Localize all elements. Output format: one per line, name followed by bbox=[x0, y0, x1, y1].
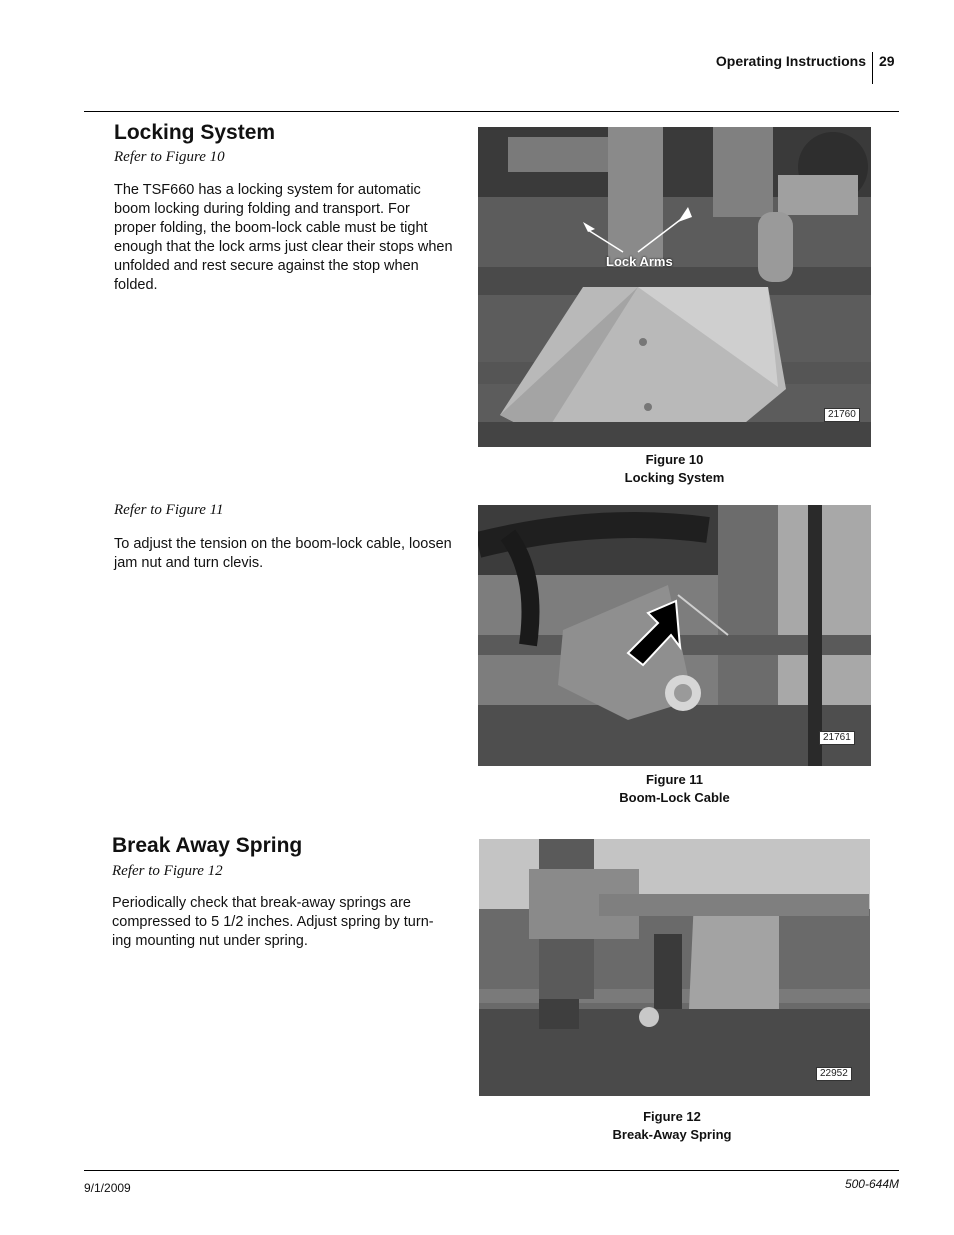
section-title-break-away-spring: Break Away Spring bbox=[112, 834, 303, 857]
figure-10-title: Locking System bbox=[624, 470, 725, 485]
top-rule bbox=[84, 111, 899, 112]
header-divider bbox=[872, 52, 873, 84]
figure-reference-12: Refer to Figure 12 bbox=[112, 863, 223, 879]
figure-10-caption bbox=[478, 451, 871, 487]
figure-11-title: Boom-Lock Cable bbox=[619, 790, 730, 805]
break-away-spring-paragraph: Periodically check that break-away springs are compressed to 5 1/2 inches. Adjust spring by turn-ing mounting nut under spring. bbox=[112, 895, 434, 949]
footer-document-number: 500-644M bbox=[844, 1177, 899, 1191]
photo-id-tag-21761: 21761 bbox=[819, 731, 855, 745]
bottom-rule bbox=[84, 1170, 899, 1171]
figure-12-title: Break-Away Spring bbox=[612, 1127, 732, 1142]
figure-12-caption bbox=[479, 1108, 865, 1144]
figure-10-photo bbox=[478, 127, 871, 447]
figure-11-photo bbox=[478, 505, 871, 766]
page-number: 29 bbox=[879, 53, 895, 69]
figure-reference-10: Refer to Figure 10 bbox=[114, 149, 225, 165]
boom-lock-cable-paragraph: To adjust the tension on the boom-lock cable, loosen jam nut and turn clevis. bbox=[114, 536, 452, 571]
figure-12-number: Figure 12 bbox=[643, 1109, 701, 1124]
photo-id-tag-21760: 21760 bbox=[824, 408, 860, 422]
figure-11-number: Figure 11 bbox=[645, 772, 704, 787]
lock-arms-callout: Lock Arms bbox=[606, 254, 673, 269]
figure-10-number: Figure 10 bbox=[645, 452, 704, 467]
section-title-locking-system: Locking System bbox=[114, 121, 276, 144]
running-header-title: Operating Instructions bbox=[715, 53, 866, 69]
figure-reference-11: Refer to Figure 11 bbox=[114, 502, 224, 518]
figure-12-photo bbox=[479, 839, 870, 1096]
photo-id-tag-22952: 22952 bbox=[816, 1067, 852, 1081]
footer-date: 9/1/2009 bbox=[84, 1181, 131, 1195]
locking-system-paragraph: The TSF660 has a locking system for automatic boom locking during folding and transport. For proper folding, the boom-lock cable must be tight enough that the lock arms just clear their stops when unfolded and rest secure against the stop when folded. bbox=[114, 182, 453, 293]
figure-11-caption bbox=[478, 771, 871, 807]
